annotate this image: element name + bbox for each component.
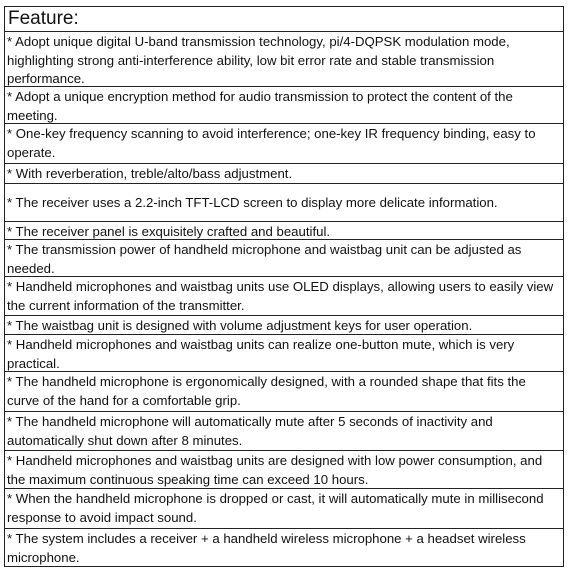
feature-item-14: * When the handheld microphone is dropped or cast, it will automatically mute in millisecond response to avoid impact sound. xyxy=(5,489,563,529)
feature-table xyxy=(4,6,564,567)
feature-item-13: * Handheld microphones and waistbag units are designed with low power consumption, and the maximum continuous speaking time can exceed 10 hours. xyxy=(5,451,563,489)
feature-item-7: * The transmission power of handheld microphone and waistbag unit can be adjusted as needed. xyxy=(5,240,563,277)
feature-item-1: * Adopt unique digital U-band transmission technology, pi/4-DQPSK modulation mode, highlighting strong anti-interference ability, low bit error rate and stable transmission performance. xyxy=(5,32,563,87)
feature-item-3: * One-key frequency scanning to avoid interference; one-key IR frequency binding, easy to operate. xyxy=(5,124,563,164)
feature-heading: Feature: xyxy=(5,7,563,32)
feature-item-4: * With reverberation, treble/alto/bass adjustment. xyxy=(5,164,563,184)
feature-item-11: * The handheld microphone is ergonomically designed, with a rounded shape that fits the curve of the hand for a comfortable grip. xyxy=(5,372,563,412)
feature-item-6: * The receiver panel is exquisitely crafted and beautiful. xyxy=(5,222,563,240)
feature-item-15: * The system includes a receiver + a handheld wireless microphone + a headset wireless microphone. xyxy=(7,531,526,565)
feature-item-10: * Handheld microphones and waistbag units can realize one-button mute, which is very practical. xyxy=(5,335,563,372)
feature-item-5: * The receiver uses a 2.2-inch TFT-LCD screen to display more delicate information. xyxy=(5,184,563,222)
feature-item-12: * The handheld microphone will automatically mute after 5 seconds of inactivity and automatically shut down after 8 minutes. xyxy=(5,412,563,451)
feature-item-8: * Handheld microphones and waistbag units use OLED displays, allowing users to easily view the current information of the transmitter. xyxy=(5,277,563,316)
feature-item-9: * The waistbag unit is designed with volume adjustment keys for user operation. xyxy=(5,316,563,335)
feature-item-2: * Adopt a unique encryption method for audio transmission to protect the content of the meeting. xyxy=(5,87,563,124)
